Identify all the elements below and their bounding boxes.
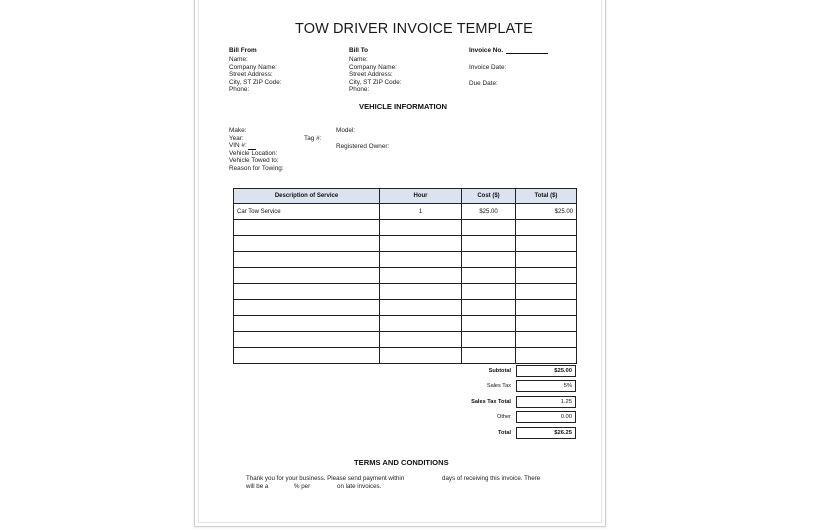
- cell-total[interactable]: [516, 300, 577, 316]
- invoice-page: [194, 0, 606, 527]
- cell-description[interactable]: [234, 300, 380, 316]
- terms-line-2a: will be a: [246, 483, 269, 490]
- table-header-row: [234, 189, 577, 204]
- bill-from-block: [229, 56, 282, 94]
- vehicle-make-label: Make:: [229, 127, 247, 134]
- cell-cost[interactable]: [462, 300, 516, 316]
- cell-cost[interactable]: [462, 236, 516, 252]
- table-row: [234, 220, 577, 236]
- cell-total[interactable]: [516, 284, 577, 300]
- bill-from-line: Company Name:: [229, 63, 277, 71]
- table-row: [234, 252, 577, 268]
- col-header-hour: Hour: [380, 189, 462, 204]
- model-label: Model:: [336, 127, 356, 134]
- table-row: [234, 348, 577, 364]
- table-row: [234, 316, 577, 332]
- cell-total[interactable]: [516, 236, 577, 252]
- cell-total[interactable]: [516, 220, 577, 236]
- invoice-number-row: [469, 47, 548, 54]
- bill-to-heading: Bill To: [349, 47, 369, 54]
- vin-field[interactable]: [248, 144, 256, 150]
- cell-total[interactable]: [516, 316, 577, 332]
- vehicle-vin-label: VIN #:: [229, 142, 247, 150]
- cell-description[interactable]: [234, 348, 380, 364]
- invoice-number-label: Invoice No.: [469, 47, 504, 54]
- vehicle-vin-row: [229, 142, 284, 150]
- table-row: [234, 236, 577, 252]
- cell-description[interactable]: [234, 220, 380, 236]
- cell-hour[interactable]: 1: [380, 204, 462, 220]
- bill-to-line: Street Address:: [349, 71, 393, 79]
- subtotal-value[interactable]: $25.00: [516, 365, 576, 377]
- tag-label: Tag #:: [304, 135, 322, 142]
- terms-line-1b: days of receiving this invoice. There: [442, 475, 541, 482]
- cell-total[interactable]: [516, 348, 577, 364]
- table-row: [234, 268, 577, 284]
- col-header-description: Description of Service: [234, 189, 380, 204]
- cell-hour[interactable]: [380, 348, 462, 364]
- registered-owner-label: Registered Owner:: [336, 143, 390, 150]
- terms-line-2c: on late invoices.: [337, 483, 382, 490]
- cell-hour[interactable]: [380, 268, 462, 284]
- bill-from-line: Name:: [229, 56, 248, 63]
- cell-hour[interactable]: [380, 284, 462, 300]
- bill-to-block: [349, 56, 402, 94]
- cell-cost[interactable]: [462, 252, 516, 268]
- cell-cost[interactable]: [462, 268, 516, 284]
- cell-cost[interactable]: [462, 348, 516, 364]
- cell-cost[interactable]: [462, 220, 516, 236]
- cell-description[interactable]: [234, 332, 380, 348]
- sales-tax-total-value[interactable]: 1.25: [516, 396, 576, 408]
- total-label: Total: [498, 430, 511, 436]
- cell-total[interactable]: [516, 268, 577, 284]
- cell-description[interactable]: Car Tow Service: [234, 204, 380, 220]
- bill-to-line: Phone:: [349, 86, 370, 94]
- cell-cost[interactable]: [462, 316, 516, 332]
- sales-tax-total-label: Sales Tax Total: [471, 399, 511, 405]
- terms-line-2b: % per: [294, 483, 311, 490]
- sales-tax-value[interactable]: 5%: [516, 380, 576, 392]
- bill-from-heading: Bill From: [229, 47, 257, 54]
- bill-to-line: City, ST ZIP Code:: [349, 78, 402, 86]
- cell-cost[interactable]: [462, 284, 516, 300]
- cell-description[interactable]: [234, 252, 380, 268]
- cell-hour[interactable]: [380, 252, 462, 268]
- vehicle-year-label: Year:: [229, 134, 244, 142]
- table-row: [234, 332, 577, 348]
- table-row: [234, 204, 577, 220]
- col-header-total: Total ($): [516, 189, 577, 204]
- bill-from-line: Street Address:: [229, 71, 273, 79]
- bill-from-line: Phone:: [229, 86, 250, 94]
- invoice-date-label: Invoice Date:: [469, 64, 507, 71]
- cell-total[interactable]: $25.00: [516, 204, 577, 220]
- bill-from-line: City, ST ZIP Code:: [229, 78, 282, 86]
- vehicle-location-label: Vehicle Location:: [229, 149, 278, 157]
- cell-hour[interactable]: [380, 316, 462, 332]
- cell-cost[interactable]: $25.00: [462, 204, 516, 220]
- terms-line-1a: Thank you for your business. Please send payment within: [246, 475, 405, 482]
- cell-cost[interactable]: [462, 332, 516, 348]
- cell-total[interactable]: [516, 332, 577, 348]
- sales-tax-label: Sales Tax: [486, 383, 511, 389]
- due-date-label: Due Date:: [469, 80, 498, 87]
- services-table: [233, 188, 577, 364]
- col-header-cost: Cost ($): [462, 189, 516, 204]
- vehicle-towed-to-label: Vehicle Towed to:: [229, 157, 279, 165]
- cell-description[interactable]: [234, 284, 380, 300]
- cell-description[interactable]: [234, 268, 380, 284]
- cell-total[interactable]: [516, 252, 577, 268]
- other-label: Other: [497, 414, 511, 420]
- bill-to-line: Company Name:: [349, 63, 397, 71]
- page-border: [198, 0, 602, 523]
- terms-heading: TERMS AND CONDITIONS: [354, 458, 449, 467]
- table-row: [234, 300, 577, 316]
- other-value[interactable]: 0.00: [516, 411, 576, 423]
- invoice-number-field[interactable]: [506, 47, 548, 54]
- towing-reason-label: Reason for Towing:: [229, 164, 284, 172]
- cell-description[interactable]: [234, 316, 380, 332]
- cell-description[interactable]: [234, 236, 380, 252]
- vehicle-info-heading: VEHICLE INFORMATION: [359, 102, 448, 111]
- cell-hour[interactable]: [380, 236, 462, 252]
- cell-hour[interactable]: [380, 332, 462, 348]
- vehicle-left-block: [229, 127, 284, 173]
- cell-hour[interactable]: [380, 300, 462, 316]
- bill-to-line: Name:: [349, 56, 368, 63]
- cell-hour[interactable]: [380, 220, 462, 236]
- subtotal-label: Subtotal: [488, 368, 511, 374]
- total-value[interactable]: $26.25: [516, 427, 576, 439]
- document-title: TOW DRIVER INVOICE TEMPLATE: [295, 21, 533, 37]
- table-row: [234, 284, 577, 300]
